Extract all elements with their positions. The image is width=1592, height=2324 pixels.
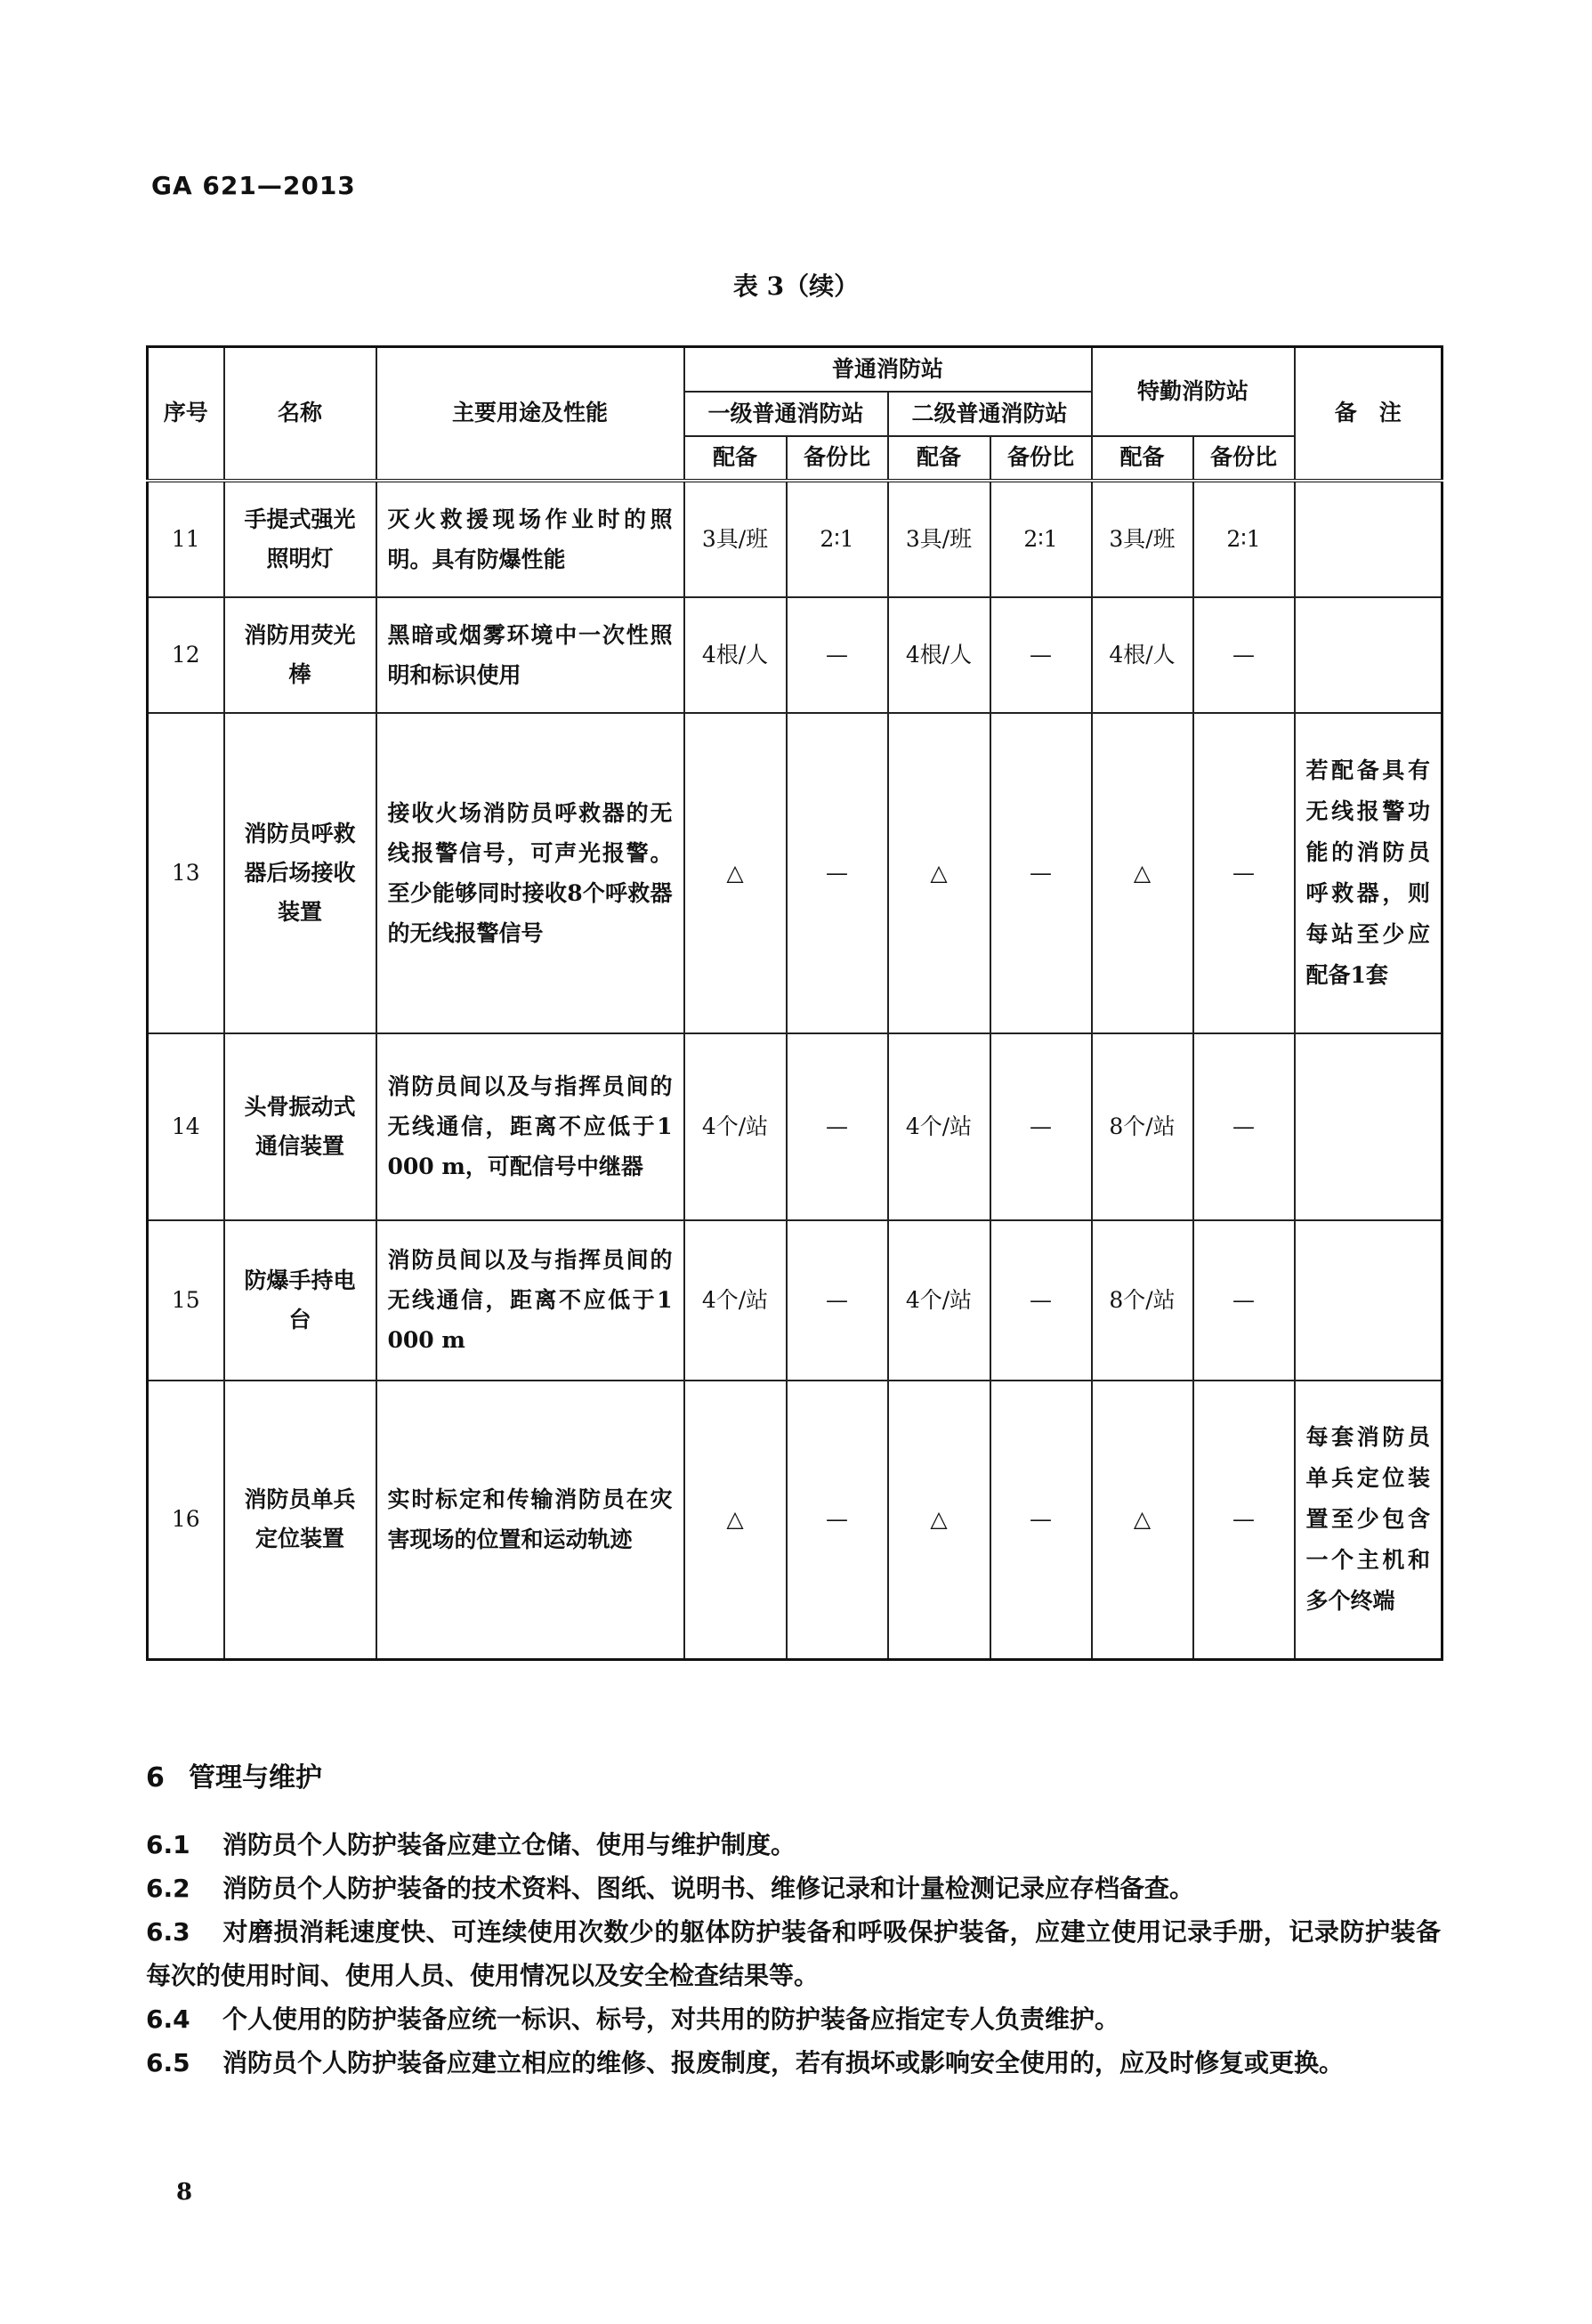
cell-name: 消防员呼救器后场接收装置 bbox=[224, 713, 376, 1033]
clause-number: 6.2 bbox=[146, 1874, 190, 1903]
cell-remark: 每套消防员单兵定位装置至少包含一个主机和多个终端 bbox=[1295, 1381, 1442, 1660]
cell-sp-equip: △ bbox=[1092, 713, 1193, 1033]
clause-text: 消防员个人防护装备应建立相应的维修、报废制度，若有损坏或影响安全使用的，应及时修复或更换。 bbox=[222, 2048, 1345, 2077]
header-ratio: 备份比 bbox=[787, 436, 888, 481]
cell-l1-equip: 4个/站 bbox=[684, 1220, 787, 1381]
clause-number: 6.1 bbox=[146, 1830, 190, 1859]
header-equip: 配备 bbox=[888, 436, 990, 481]
cell-l2-equip: △ bbox=[888, 713, 990, 1033]
header-seq: 序号 bbox=[148, 347, 224, 481]
cell-l2-ratio: — bbox=[990, 1220, 1092, 1381]
section-heading bbox=[146, 1755, 322, 1794]
cell-l2-ratio: — bbox=[990, 1033, 1092, 1220]
cell-seq: 13 bbox=[148, 713, 224, 1033]
cell-sp-ratio: — bbox=[1193, 1381, 1295, 1660]
cell-sp-equip: 8个/站 bbox=[1092, 1033, 1193, 1220]
header-equip: 配备 bbox=[684, 436, 787, 481]
cell-l2-ratio: — bbox=[990, 713, 1092, 1033]
table-row bbox=[148, 1381, 1442, 1660]
cell-l2-ratio: 2∶1 bbox=[990, 481, 1092, 597]
cell-l2-ratio: — bbox=[990, 597, 1092, 713]
cell-seq: 11 bbox=[148, 481, 224, 597]
cell-l2-equip: 4个/站 bbox=[888, 1220, 990, 1381]
cell-sp-ratio: — bbox=[1193, 597, 1295, 713]
clause-number: 6.4 bbox=[146, 2004, 190, 2034]
cell-remark bbox=[1295, 1033, 1442, 1220]
clause-number: 6.3 bbox=[146, 1917, 190, 1947]
cell-sp-equip: △ bbox=[1092, 1381, 1193, 1660]
cell-l1-ratio: — bbox=[787, 1033, 888, 1220]
table-row bbox=[148, 713, 1442, 1033]
clause bbox=[146, 1997, 1441, 2041]
table-row bbox=[148, 481, 1442, 597]
cell-l2-equip: 4根/人 bbox=[888, 597, 990, 713]
cell-use: 接收火场消防员呼救器的无线报警信号，可声光报警。至少能够同时接收8个呼救器的无线报警信号 bbox=[376, 713, 684, 1033]
cell-use: 灭火救援现场作业时的照明。具有防爆性能 bbox=[376, 481, 684, 597]
header-ratio: 备份比 bbox=[1193, 436, 1295, 481]
section-number: 6 bbox=[146, 1762, 165, 1794]
cell-remark: 若配备具有无线报警功能的消防员呼救器，则每站至少应配备1套 bbox=[1295, 713, 1442, 1033]
standard-code: GA 621—2013 bbox=[151, 171, 356, 200]
clause-number: 6.5 bbox=[146, 2048, 190, 2077]
cell-remark bbox=[1295, 1220, 1442, 1381]
cell-use: 黑暗或烟雾环境中一次性照明和标识使用 bbox=[376, 597, 684, 713]
equipment-table bbox=[146, 345, 1443, 1661]
clause-text: 消防员个人防护装备的技术资料、图纸、说明书、维修记录和计量检测记录应存档备查。 bbox=[222, 1874, 1195, 1903]
cell-l2-equip: 3具/班 bbox=[888, 481, 990, 597]
cell-name: 手提式强光照明灯 bbox=[224, 481, 376, 597]
header-general-station: 普通消防站 bbox=[684, 347, 1092, 392]
cell-l1-equip: △ bbox=[684, 713, 787, 1033]
clause bbox=[146, 1910, 1441, 1997]
cell-l1-ratio: — bbox=[787, 597, 888, 713]
table-title: 表 3（续） bbox=[732, 271, 860, 301]
cell-l1-equip: 3具/班 bbox=[684, 481, 787, 597]
cell-sp-ratio: 2∶1 bbox=[1193, 481, 1295, 597]
header-ratio: 备份比 bbox=[990, 436, 1092, 481]
cell-sp-ratio: — bbox=[1193, 713, 1295, 1033]
cell-seq: 14 bbox=[148, 1033, 224, 1220]
clause-text: 消防员个人防护装备应建立仓储、使用与维护制度。 bbox=[222, 1830, 796, 1859]
cell-l1-ratio: — bbox=[787, 713, 888, 1033]
cell-remark bbox=[1295, 481, 1442, 597]
clause-list bbox=[146, 1823, 1441, 2085]
cell-sp-equip: 8个/站 bbox=[1092, 1220, 1193, 1381]
cell-sp-equip: 3具/班 bbox=[1092, 481, 1193, 597]
header-level2-station: 二级普通消防站 bbox=[888, 392, 1092, 436]
header-equip: 配备 bbox=[1092, 436, 1193, 481]
table-row bbox=[148, 1033, 1442, 1220]
cell-name: 防爆手持电台 bbox=[224, 1220, 376, 1381]
cell-use: 实时标定和传输消防员在灾害现场的位置和运动轨迹 bbox=[376, 1381, 684, 1660]
cell-name: 头骨振动式通信装置 bbox=[224, 1033, 376, 1220]
cell-l1-ratio: — bbox=[787, 1220, 888, 1381]
clause-text: 个人使用的防护装备应统一标识、标号，对共用的防护装备应指定专人负责维护。 bbox=[222, 2004, 1120, 2034]
cell-sp-equip: 4根/人 bbox=[1092, 597, 1193, 713]
cell-name: 消防员单兵定位装置 bbox=[224, 1381, 376, 1660]
cell-l2-ratio: — bbox=[990, 1381, 1092, 1660]
table-row bbox=[148, 1220, 1442, 1381]
clause bbox=[146, 2041, 1441, 2085]
header-use: 主要用途及性能 bbox=[376, 347, 684, 481]
page-number: 8 bbox=[176, 2179, 193, 2206]
header-level1-station: 一级普通消防站 bbox=[684, 392, 888, 436]
clause bbox=[146, 1823, 1441, 1866]
cell-l1-equip: 4根/人 bbox=[684, 597, 787, 713]
cell-l1-ratio: 2∶1 bbox=[787, 481, 888, 597]
cell-l1-equip: △ bbox=[684, 1381, 787, 1660]
cell-remark bbox=[1295, 597, 1442, 713]
cell-l2-equip: △ bbox=[888, 1381, 990, 1660]
cell-l1-ratio: — bbox=[787, 1381, 888, 1660]
cell-seq: 12 bbox=[148, 597, 224, 713]
section-title: 管理与维护 bbox=[189, 1762, 322, 1794]
cell-l2-equip: 4个/站 bbox=[888, 1033, 990, 1220]
header-remarks: 备 注 bbox=[1295, 347, 1442, 481]
cell-seq: 16 bbox=[148, 1381, 224, 1660]
clause-text: 对磨损消耗速度快、可连续使用次数少的躯体防护装备和呼吸保护装备，应建立使用记录手册，记录防护装备每次的使用时间、使用人员、使用情况以及安全检查结果等。 bbox=[146, 1917, 1441, 1990]
header-name: 名称 bbox=[224, 347, 376, 481]
cell-sp-ratio: — bbox=[1193, 1220, 1295, 1381]
cell-l1-equip: 4个/站 bbox=[684, 1033, 787, 1220]
cell-seq: 15 bbox=[148, 1220, 224, 1381]
table-row bbox=[148, 597, 1442, 713]
header-special-station: 特勤消防站 bbox=[1092, 347, 1295, 436]
cell-sp-ratio: — bbox=[1193, 1033, 1295, 1220]
cell-use: 消防员间以及与指挥员间的无线通信，距离不应低于1 000 m bbox=[376, 1220, 684, 1381]
cell-use: 消防员间以及与指挥员间的无线通信，距离不应低于1 000 m，可配信号中继器 bbox=[376, 1033, 684, 1220]
clause bbox=[146, 1866, 1441, 1910]
cell-name: 消防用荧光棒 bbox=[224, 597, 376, 713]
